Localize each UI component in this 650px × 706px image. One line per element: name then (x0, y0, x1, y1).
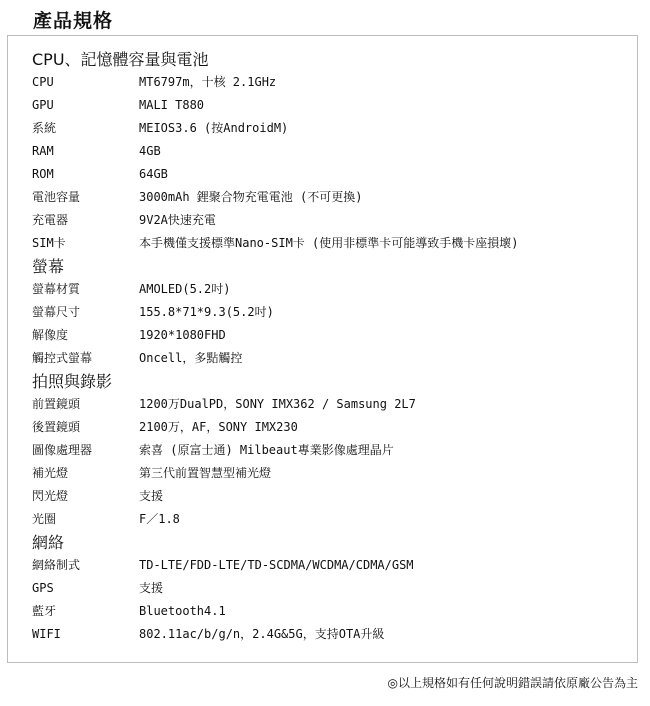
spec-row (32, 163, 627, 186)
spec-label: GPU (32, 98, 54, 112)
spec-label: 前置鏡頭 (32, 397, 81, 411)
section-title-network: 網絡 (32, 533, 65, 552)
spec-row (32, 439, 627, 462)
spec-value: 64GB (139, 167, 168, 181)
spec-row (32, 140, 627, 163)
spec-value: 3000mAh 鋰聚合物充電電池 (不可更換) (139, 190, 363, 204)
spec-label: 螢幕尺寸 (32, 305, 81, 319)
spec-value: MT6797m，十核 2.1GHz (139, 75, 277, 89)
spec-label: 光圈 (32, 512, 57, 526)
spec-row (32, 462, 627, 485)
spec-row (32, 186, 627, 209)
spec-label: 解像度 (32, 328, 69, 342)
spec-value: F／1.8 (139, 512, 180, 526)
spec-value: 4GB (139, 144, 161, 158)
spec-value: Bluetooth4.1 (139, 604, 226, 618)
spec-label: 系統 (32, 121, 57, 135)
spec-row (32, 324, 627, 347)
spec-row (32, 71, 627, 94)
spec-row (32, 94, 627, 117)
spec-label: 補光燈 (32, 466, 69, 480)
spec-row (32, 485, 627, 508)
spec-label: 閃光燈 (32, 489, 69, 503)
spec-label: GPS (32, 581, 54, 595)
spec-value: 155.8*71*9.3(5.2吋) (139, 305, 274, 319)
spec-value: MEIOS3.6 (按AndroidM) (139, 121, 289, 135)
spec-label: 螢幕材質 (32, 282, 81, 296)
spec-row (32, 416, 627, 439)
section-title-screen: 螢幕 (32, 257, 65, 276)
spec-label: RAM (32, 144, 54, 158)
spec-row (32, 347, 627, 370)
spec-value: 802.11ac/b/g/n，2.4G&5G，支持OTA升級 (139, 627, 385, 641)
spec-label: 圖像處理器 (32, 443, 93, 457)
spec-value: 索喜 (原富士通) Milbeaut專業影像處理晶片 (139, 443, 394, 457)
spec-label: CPU (32, 75, 54, 89)
spec-row (32, 577, 627, 600)
spec-row (32, 278, 627, 301)
spec-table (7, 35, 638, 663)
spec-row (32, 232, 627, 255)
spec-value: MALI T880 (139, 98, 205, 112)
spec-value: 支援 (139, 581, 164, 595)
section-title-camera: 拍照與錄影 (32, 372, 113, 391)
spec-value: 1200万DualPD，SONY IMX362 / Samsung 2L7 (139, 397, 416, 411)
spec-value: Oncell，多點觸控 (139, 351, 243, 365)
spec-row (32, 393, 627, 416)
spec-value: TD-LTE/FDD-LTE/TD-SCDMA/WCDMA/CDMA/GSM (139, 558, 414, 572)
spec-label: 電池容量 (32, 190, 81, 204)
spec-value: 第三代前置智慧型補光燈 (139, 466, 272, 480)
spec-value: 2100万，AF，SONY IMX230 (139, 420, 298, 434)
spec-value: 9V2A快速充電 (139, 213, 216, 227)
disclaimer-note: ◎以上規格如有任何說明錯誤請依原廠公告為主 (387, 676, 638, 690)
spec-label: SIM卡 (32, 236, 66, 250)
spec-label: ROM (32, 167, 54, 181)
spec-label: 網絡制式 (32, 558, 81, 572)
spec-label: 充電器 (32, 213, 69, 227)
spec-row (32, 301, 627, 324)
spec-row (32, 554, 627, 577)
section-title-cpu: CPU、記憶體容量與電池 (32, 50, 209, 69)
spec-row (32, 623, 627, 646)
spec-value: 本手機僅支援標準Nano-SIM卡 (使用非標準卡可能導致手機卡座損壞) (139, 236, 519, 250)
page-title: 產品規格 (33, 10, 114, 32)
spec-label: WIFI (32, 627, 61, 641)
spec-content (32, 48, 627, 646)
spec-value: AMOLED(5.2吋) (139, 282, 231, 296)
spec-row (32, 209, 627, 232)
spec-row (32, 508, 627, 531)
spec-label: 觸控式螢幕 (32, 351, 93, 365)
spec-row (32, 600, 627, 623)
spec-label: 藍牙 (32, 604, 57, 618)
spec-value: 1920*1080FHD (139, 328, 226, 342)
spec-label: 後置鏡頭 (32, 420, 81, 434)
spec-row (32, 117, 627, 140)
spec-value: 支援 (139, 489, 164, 503)
